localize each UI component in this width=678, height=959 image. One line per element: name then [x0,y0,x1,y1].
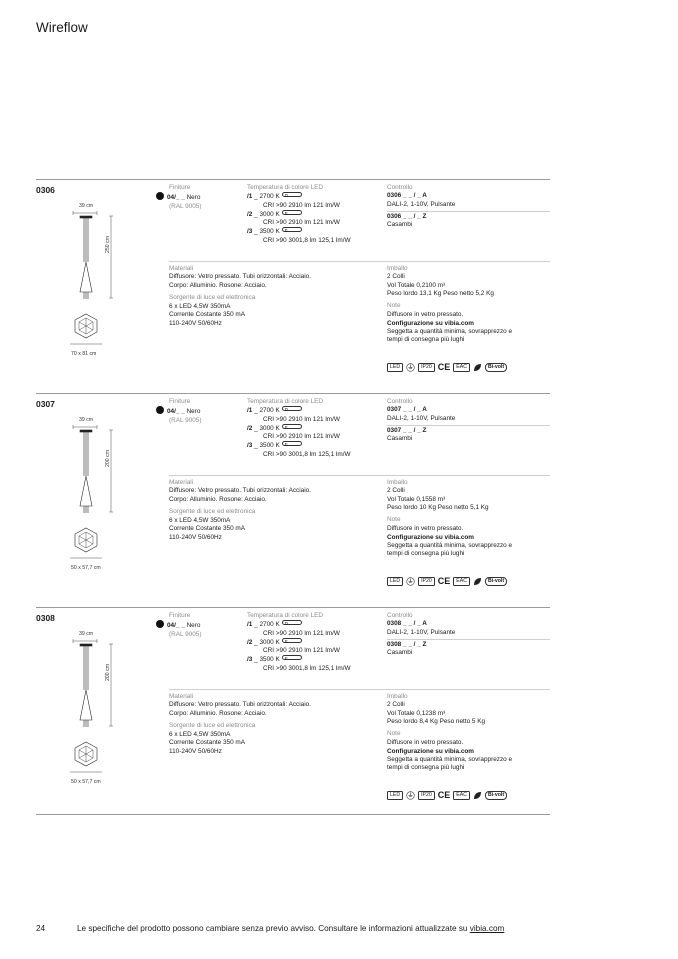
temp-value: _ 3500 K [254,442,280,450]
temp-code: /3 [247,656,253,664]
height-dimension: 250 cm [105,235,111,253]
control-block-2 [387,427,426,444]
note-line-4: tempi di consegna più lughi [387,550,465,558]
canopy [80,644,92,646]
finiture-label: Finiture [169,184,191,191]
finish-code: 04/_ _ [167,408,185,416]
lamp-diagram [70,639,113,772]
finish-code: 04/_ _ [167,194,185,202]
temp-value: _ 2700 K [254,621,280,629]
temp-spec: CRI >90 2910 lm 121 lm/W [263,219,340,227]
finiture-block [169,398,201,425]
temp-code: /3 [247,228,253,236]
temperature-option [247,655,351,673]
finiture-block [169,184,201,211]
bivolt-icon: Bi-volt [485,363,507,372]
packaging-block [387,265,512,345]
control-block [387,184,455,209]
temperature-block [247,184,351,245]
width-dimension: 39 cm [79,417,94,423]
led-icon: LED [387,363,403,372]
packaging-line-2: Vol Totale 0,1238 m³ [387,709,446,717]
certification-icons [387,791,507,800]
note-line-3: Seggetta a quantità minima, sovrapprezzo e [387,756,513,764]
temp-value: _ 3000 K [254,638,280,646]
canopy [80,430,92,432]
packaging-line-2: Vol Totale 0,2100 m³ [387,281,446,289]
finiture-label: Finiture [169,612,191,619]
diffuser [80,690,92,720]
finish-ral: (RAL 9005) [169,416,202,424]
note-label: Note [387,516,401,524]
temperature-label: Temperatura di colore LED [247,184,324,191]
materials-label: Materiali [169,265,194,272]
product-section [36,179,550,394]
width-dimension: 39 cm [79,203,94,209]
lamp-drawing [50,202,140,364]
source-line-3: 110-240V 50/60Hz [169,747,222,755]
height-dimension: 200 cm [105,663,111,681]
control-block [387,398,455,423]
materials-block [169,265,311,328]
ground-icon [406,577,415,586]
temperature-option [247,638,351,656]
energy-badge: E [282,210,302,215]
lamp-drawing [50,416,140,578]
control-code-z: 0308 _ _ / _ Z [387,641,427,648]
temp-value: _ 3000 K [254,424,280,432]
product-section [36,607,550,822]
control-desc-z: Casambi [387,435,413,443]
control-label: Controllo [387,398,413,405]
source-line-1: 6 x LED 4,5W 350mA [169,731,231,739]
black-swatch [156,406,164,414]
note-line-1: Diffusore in vetro pressato. [387,311,464,319]
product-code: 0308 [36,613,55,623]
finish-name: Nero [186,408,201,416]
product-section [36,393,550,608]
control-desc-a: DALI-2, 1-10V, Pulsante [387,628,456,636]
source-line-1: 6 x LED 4,5W 350mA [169,517,231,525]
control-block-2 [387,641,426,658]
finish-row [156,406,201,416]
temp-code: /1 [247,193,253,201]
temp-spec: CRI >90 2910 lm 121 lm/W [263,201,340,209]
temp-code: /2 [247,424,253,432]
energy-badge: E [282,424,302,429]
control-block [387,612,455,637]
temp-spec: CRI >90 3001,8 lm 125,1 lm/W [263,450,351,458]
ip20-icon: IP20 [418,363,435,372]
lamp-diagram [70,425,113,558]
materials-block [169,479,311,542]
materials-label: Materiali [169,693,194,700]
temp-spec: CRI >90 2910 lm 121 lm/W [263,647,340,655]
black-swatch [156,620,164,628]
temp-spec: CRI >90 3001,8 lm 125,1 lm/W [263,236,351,244]
temperature-option [247,406,351,424]
eac-icon: EAC [453,577,470,586]
control-desc-a: DALI-2, 1-10V, Pulsante [387,414,456,422]
lamp-diagram [70,211,113,344]
control-code-z: 0307 _ _ / _ Z [387,427,427,434]
diffuser [80,476,92,506]
packaging-line-1: 2 Colli [387,487,405,495]
note-config: Configurazione su vibia.com [387,747,474,755]
ce-icon: CE [437,790,451,800]
temp-value: _ 3500 K [254,228,280,236]
temperature-option [247,227,351,245]
control-block-2 [387,213,426,230]
packaging-line-3: Peso lordo 10 Kg Peso netto 5,1 Kg [387,503,489,511]
finiture-block [169,612,201,639]
note-config: Configurazione su vibia.com [387,533,474,541]
bivolt-icon: Bi-volt [485,577,507,586]
materials-line-1: Diffusore: Vetro pressato. Tubi orizzontali: Acciaio. [169,701,311,709]
note-config: Configurazione su vibia.com [387,319,474,327]
temp-value: _ 2700 K [254,407,280,415]
source-line-3: 110-240V 50/60Hz [169,319,222,327]
width-dimension: 39 cm [79,631,94,637]
temperature-label: Temperatura di colore LED [247,398,324,405]
materials-line-1: Diffusore: Vetro pressato. Tubi orizzontali: Acciaio. [169,487,311,495]
source-line-2: Corrente Costante 350 mA [169,311,246,319]
energy-badge: E [282,638,302,643]
ip20-icon: IP20 [418,577,435,586]
note-line-4: tempi di consegna più lughi [387,336,465,344]
energy-badge: D [282,406,302,411]
source-line-2: Corrente Costante 350 mA [169,739,246,747]
note-label: Note [387,730,401,738]
page-number: 24 [36,924,46,933]
product-code: 0307 [36,399,55,409]
temp-value: _ 3500 K [254,656,280,664]
temperature-option [247,620,351,638]
finish-ral: (RAL 9005) [169,202,202,210]
finish-row [156,620,201,630]
note-label: Note [387,302,401,310]
packaging-label: Imballo [387,479,408,486]
eac-icon: EAC [453,791,470,800]
page-title: Wireflow [36,20,88,35]
control-desc-z: Casambi [387,649,413,657]
led-icon: LED [387,577,403,586]
energy-badge: E [282,441,302,446]
packaging-block [387,479,512,559]
certification-icons [387,577,507,586]
packaging-line-1: 2 Colli [387,701,405,709]
bottom-divider [36,814,550,815]
temp-value: _ 2700 K [254,193,280,201]
packaging-label: Imballo [387,265,408,272]
packaging-line-1: 2 Colli [387,273,405,281]
packaging-line-3: Peso lordo 8,4 Kg Peso netto 5 Kg [387,717,486,725]
note-line-1: Diffusore in vetro pressato. [387,739,464,747]
eac-icon: EAC [453,363,470,372]
bivolt-icon: Bi-volt [485,791,507,800]
canopy [80,216,92,218]
materials-line-1: Diffusore: Vetro pressato. Tubi orizzontali: Acciaio. [169,273,311,281]
temperature-option [247,424,351,442]
energy-badge: D [282,192,302,197]
source-line-2: Corrente Costante 350 mA [169,525,246,533]
ip20-icon: IP20 [418,791,435,800]
control-code-a: 0308 _ _ / _ A [387,620,427,628]
materials-block [169,693,311,756]
control-code-a: 0306 _ _ / _ A [387,192,427,200]
product-code: 0306 [36,185,55,195]
certification-icons [387,363,507,372]
packaging-label: Imballo [387,693,408,700]
temperature-option [247,441,351,459]
control-desc-a: DALI-2, 1-10V, Pulsante [387,200,456,208]
leaf-icon [473,791,482,800]
temperature-block [247,398,351,459]
source-label: Sorgente di luce ed elettronica [169,721,256,729]
energy-badge: E [282,655,302,660]
note-line-3: Seggetta a quantità minima, sovrapprezzo e [387,542,513,550]
temperature-option [247,192,351,210]
height-dimension: 200 cm [105,449,111,467]
note-line-1: Diffusore in vetro pressato. [387,525,464,533]
base-dimension: 50 x 57,7 cm [71,779,101,785]
temp-code: /2 [247,638,253,646]
finish-name: Nero [186,194,201,202]
ce-icon: CE [437,362,451,372]
temperature-label: Temperatura di colore LED [247,612,324,619]
finish-row [156,192,201,202]
packaging-line-2: Vol Totale 0,1558 m³ [387,495,446,503]
leaf-icon [473,363,482,372]
temp-code: /1 [247,621,253,629]
leaf-icon [473,577,482,586]
ground-icon [406,363,415,372]
materials-line-2: Corpo: Alluminio. Rosone: Acciaio. [169,709,267,717]
finish-name: Nero [186,622,201,630]
lamp-drawing [50,630,140,792]
footer-link[interactable]: vibia.com [469,924,505,933]
control-label: Controllo [387,612,413,619]
finiture-label: Finiture [169,398,191,405]
diffuser [80,262,92,292]
materials-label: Materiali [169,479,194,486]
footer-disclaimer [77,924,504,933]
finish-code: 04/_ _ [167,622,185,630]
source-label: Sorgente di luce ed elettronica [169,293,256,301]
control-code-z: 0306 _ _ / _ Z [387,213,427,220]
temp-spec: CRI >90 3001,8 lm 125,1 lm/W [263,664,351,672]
footer-text: Le specifiche del prodotto possono cambiare senza previo avviso. Consultare le informazioni attualizzate su [77,924,470,933]
black-swatch [156,192,164,200]
control-code-a: 0307 _ _ / _ A [387,406,427,414]
packaging-block [387,693,512,773]
ground-icon [406,791,415,800]
energy-badge: D [282,620,302,625]
control-desc-z: Casambi [387,221,413,229]
materials-line-2: Corpo: Alluminio. Rosone: Acciaio. [169,495,267,503]
temp-code: /3 [247,442,253,450]
temp-code: /2 [247,210,253,218]
finish-ral: (RAL 9005) [169,630,202,638]
temp-code: /1 [247,407,253,415]
temp-spec: CRI >90 2910 lm 121 lm/W [263,433,340,441]
temperature-option [247,210,351,228]
packaging-line-3: Peso lordo 13,1 Kg Peso netto 5,2 Kg [387,289,494,297]
temperature-block [247,612,351,673]
ce-icon: CE [437,576,451,586]
temp-spec: CRI >90 2910 lm 121 lm/W [263,629,340,637]
source-label: Sorgente di luce ed elettronica [169,507,256,515]
materials-line-2: Corpo: Alluminio. Rosone: Acciaio. [169,281,267,289]
source-line-3: 110-240V 50/60Hz [169,533,222,541]
temp-spec: CRI >90 2910 lm 121 lm/W [263,415,340,423]
source-line-1: 6 x LED 4,5W 350mA [169,303,231,311]
note-line-4: tempi di consegna più lughi [387,764,465,772]
base-dimension: 50 x 57,7 cm [71,565,101,571]
base-dimension: 70 x 81 cm [71,351,97,357]
temp-value: _ 3000 K [254,210,280,218]
note-line-3: Seggetta a quantità minima, sovrapprezzo e [387,328,513,336]
led-icon: LED [387,791,403,800]
energy-badge: E [282,227,302,232]
control-label: Controllo [387,184,413,191]
